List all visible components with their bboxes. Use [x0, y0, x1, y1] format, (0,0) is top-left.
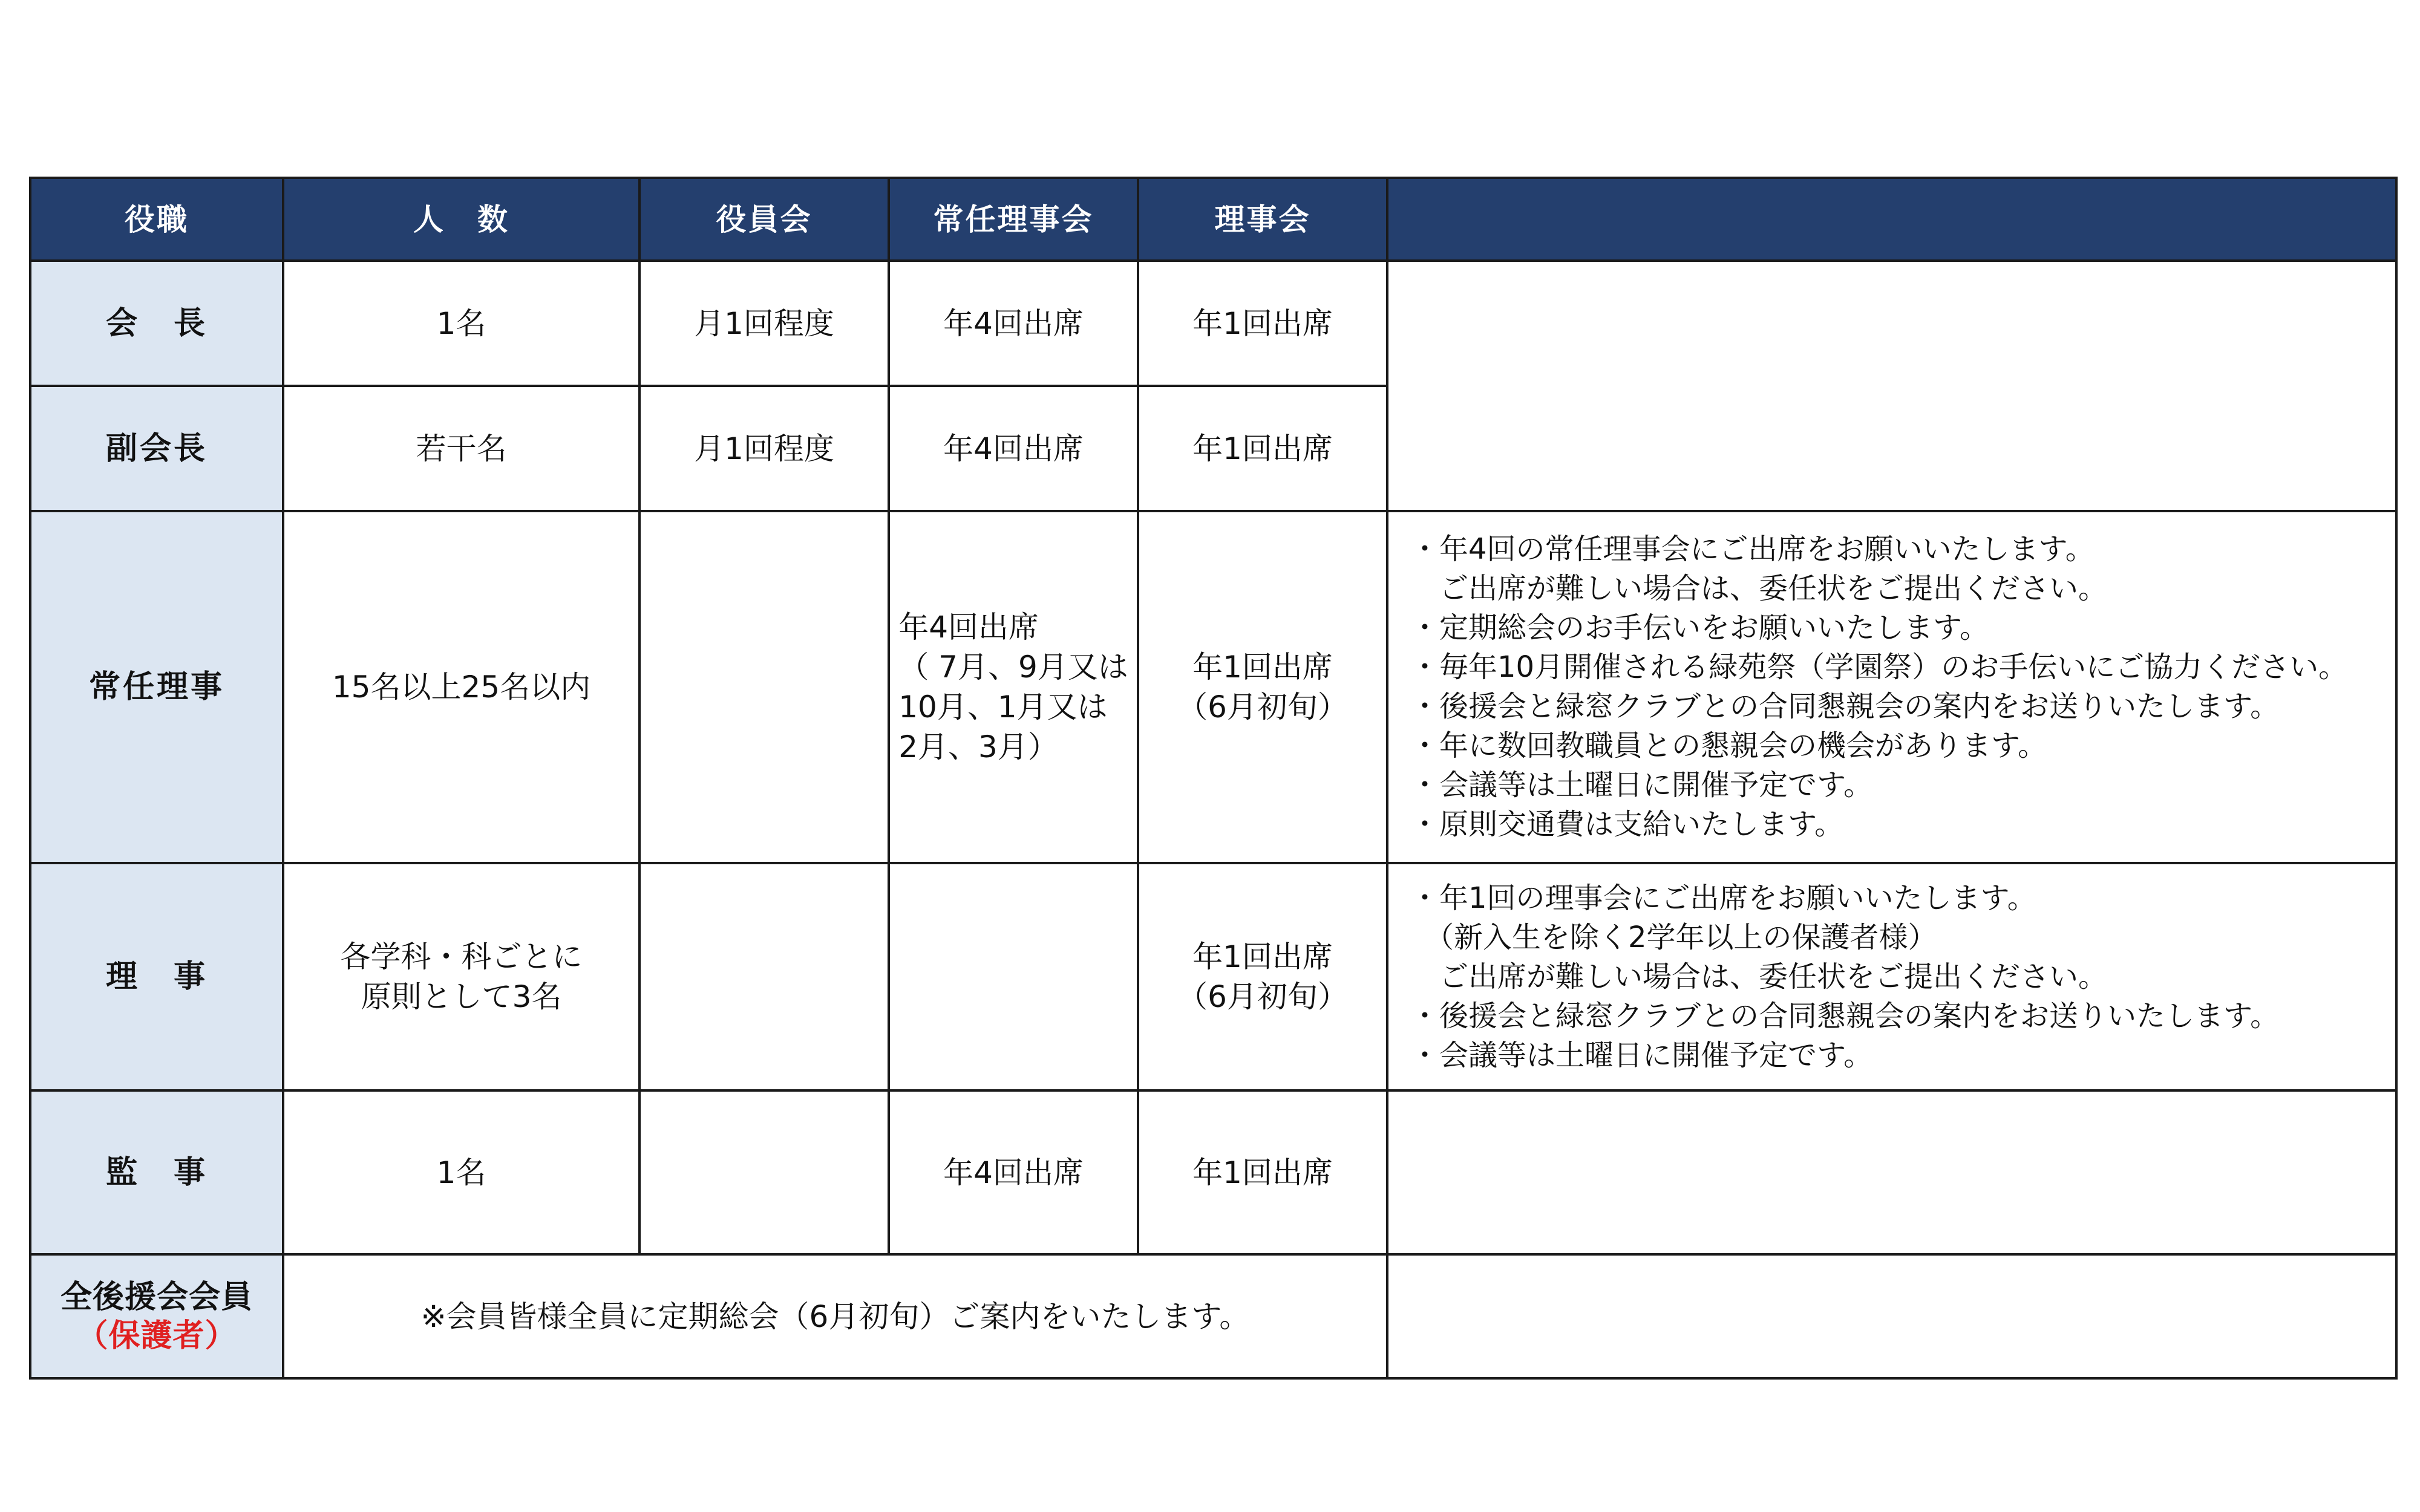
- role-label: 全後援会会員: [60, 1279, 253, 1315]
- council-cell: 年1回出席: [1138, 1090, 1387, 1254]
- note-line: ・後援会と緑窓クラブとの合同懇親会の案内をお送りいたします。: [1410, 689, 2280, 723]
- role-cell: [30, 1254, 283, 1378]
- count-cell: [283, 863, 639, 1090]
- board-cell: 月1回程度: [639, 261, 889, 386]
- role-cell: 副会長: [30, 386, 283, 511]
- notes-cell: [1387, 511, 2396, 863]
- standing-line: 10月、1月又は: [898, 689, 1108, 725]
- council-line: 年1回出席: [1192, 650, 1333, 685]
- header-notes: [1387, 178, 2396, 261]
- role-cell: 理 事: [30, 863, 283, 1090]
- standing-line: 2月、3月）: [898, 729, 1058, 764]
- header-board-meeting: 役員会: [639, 178, 889, 261]
- council-cell: [1138, 863, 1387, 1090]
- officer-roles-table: [29, 177, 2398, 1380]
- board-cell: [639, 1090, 889, 1254]
- note-line: ご出席が難しい場合は、委任状をご提出ください。: [1410, 959, 2108, 994]
- notes-cell: [1387, 863, 2396, 1090]
- notes-cell-empty: [1387, 261, 2396, 511]
- count-line: 各学科・科ごとに: [340, 939, 583, 974]
- note-line: ・年1回の理事会にご出席をお願いいたします。: [1410, 881, 2036, 915]
- standing-line: （ 7月、9月又は: [898, 650, 1128, 685]
- council-line: 年1回出席: [1192, 939, 1333, 974]
- role-cell: 会 長: [30, 261, 283, 386]
- note-line: ・会議等は土曜日に開催予定です。: [1410, 768, 1873, 802]
- general-meeting-note: ※会員皆様全員に定期総会（6月初旬）ご案内をいたします。: [283, 1254, 1387, 1378]
- standing-schedule: [898, 607, 1128, 767]
- table-row-all-members: [30, 1254, 2396, 1378]
- standing-cell: 年4回出席: [889, 386, 1138, 511]
- guardian-label: （保護者）: [76, 1317, 237, 1354]
- table-row-auditor: [30, 1090, 2396, 1254]
- standing-cell: [889, 511, 1138, 863]
- header-count: 人 数: [283, 178, 639, 261]
- standing-cell: [889, 863, 1138, 1090]
- count-line: 原則として3名: [361, 979, 562, 1014]
- board-cell: 月1回程度: [639, 386, 889, 511]
- council-cell: [1138, 511, 1387, 863]
- council-cell: 年1回出席: [1138, 261, 1387, 386]
- note-line: ・年4回の常任理事会にご出席をお願いいたします。: [1410, 532, 2095, 566]
- board-cell: [639, 863, 889, 1090]
- council-line: （6月初旬）: [1177, 689, 1348, 725]
- count-cell: 若干名: [283, 386, 639, 511]
- note-line: ・原則交通費は支給いたします。: [1410, 807, 1844, 841]
- notes-cell-empty: [1387, 1254, 2396, 1378]
- count-cell: 1名: [283, 261, 639, 386]
- council-line: （6月初旬）: [1177, 979, 1348, 1014]
- board-cell: [639, 511, 889, 863]
- role-cell: 監 事: [30, 1090, 283, 1254]
- count-cell: 1名: [283, 1090, 639, 1254]
- note-line: ・後援会と緑窓クラブとの合同懇親会の案内をお送りいたします。: [1410, 999, 2280, 1033]
- note-line: ご出席が難しい場合は、委任状をご提出ください。: [1410, 572, 2108, 605]
- header-standing-council: 常任理事会: [889, 178, 1138, 261]
- standing-cell: 年4回出席: [889, 261, 1138, 386]
- table-header-row: [30, 178, 2396, 261]
- table-row-president: [30, 261, 2396, 386]
- note-line: ・毎年10月開催される緑苑祭（学園祭）のお手伝いにご協力ください。: [1410, 650, 2348, 684]
- standing-cell: 年4回出席: [889, 1090, 1138, 1254]
- notes-cell-empty: [1387, 1090, 2396, 1254]
- standing-line: 年4回出席: [898, 610, 1039, 645]
- note-line: （新入生を除く2学年以上の保護者様）: [1410, 920, 1937, 954]
- council-cell: 年1回出席: [1138, 386, 1387, 511]
- role-cell: 常任理事: [30, 511, 283, 863]
- header-role: 役職: [30, 178, 283, 261]
- header-council: 理事会: [1138, 178, 1387, 261]
- note-line: ・年に数回教職員との懇親会の機会があります。: [1410, 729, 2047, 763]
- note-line: ・定期総会のお手伝いをお願いいたします。: [1410, 611, 1989, 645]
- note-line: ・会議等は土曜日に開催予定です。: [1410, 1038, 1873, 1072]
- table-row-director: [30, 863, 2396, 1090]
- table-row-standing-director: [30, 511, 2396, 863]
- count-cell: 15名以上25名以内: [283, 511, 639, 863]
